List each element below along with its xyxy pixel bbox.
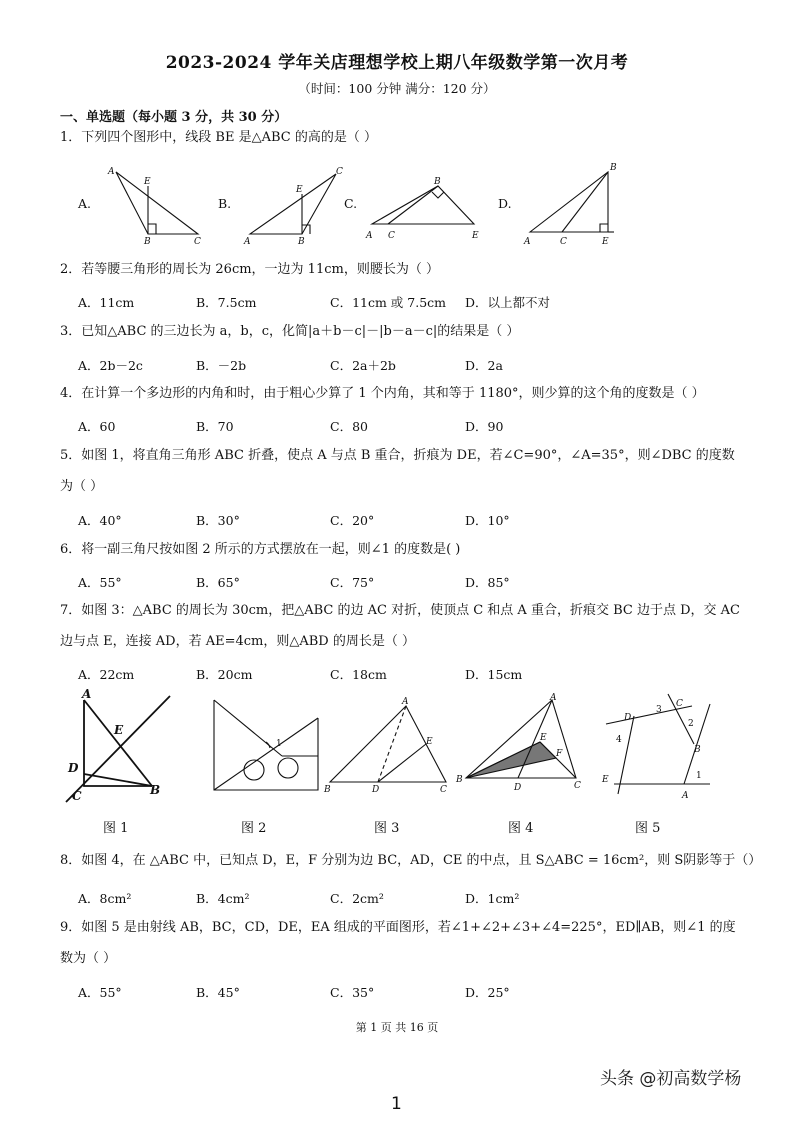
svg-text:E: E — [144, 177, 151, 187]
q1-option-d[interactable]: D. — [498, 196, 512, 211]
q6-option-c[interactable]: C．75° — [330, 575, 375, 590]
svg-text:B: B — [298, 237, 305, 247]
figure-5 — [598, 690, 716, 806]
q9-option-a[interactable]: A．55° — [78, 985, 122, 1000]
svg-text:E: E — [296, 185, 303, 195]
question-6-stem: 6．将一副三角尺按如图 2 所示的方式摆放在一起，则∠1 的度数是( ) — [60, 542, 461, 557]
q2-option-b[interactable]: B．7.5cm — [196, 295, 257, 310]
q8-option-a[interactable]: A．8cm² — [78, 891, 132, 906]
question-2-stem: 2．若等腰三角形的周长为 26cm，一边为 11cm，则腰长为（ ） — [60, 262, 439, 277]
q1-option-b[interactable]: B. — [218, 196, 232, 211]
svg-text:1: 1 — [276, 739, 282, 749]
q5-option-b[interactable]: B．30° — [196, 513, 240, 528]
svg-text:A: A — [108, 167, 115, 177]
page-footer: 第 1 页 共 16 页 — [355, 1021, 439, 1034]
figure-1-label: 图 1 — [103, 821, 129, 836]
svg-text:E: E — [602, 237, 609, 247]
svg-text:E: E — [472, 231, 479, 241]
q9-option-d[interactable]: D．25° — [465, 985, 510, 1000]
svg-text:A: A — [402, 697, 409, 707]
q6-option-b[interactable]: B．65° — [196, 575, 240, 590]
q5-option-c[interactable]: C．20° — [330, 513, 375, 528]
question-7-stem-cont: 边与点 E，连接 AD，若 AE=4cm，则△ABD 的周长是（ ） — [60, 634, 415, 649]
svg-text:A: A — [366, 231, 373, 241]
section-heading: 一、单选题（每小题 3 分，共 30 分） — [60, 110, 288, 125]
watermark: 头条 @初高数学杨 — [600, 1069, 742, 1089]
q8-option-c[interactable]: C．2cm² — [330, 891, 384, 906]
figure-4-label: 图 4 — [508, 821, 534, 836]
q5-option-a[interactable]: A．40° — [78, 513, 122, 528]
svg-text:E: E — [426, 737, 433, 747]
svg-text:B: B — [456, 775, 463, 785]
svg-text:D: D — [514, 783, 522, 793]
q3-option-d[interactable]: D．2a — [465, 358, 503, 373]
q4-option-a[interactable]: A．60 — [78, 419, 116, 434]
q1-figure-c — [366, 176, 482, 244]
question-5-stem-cont: 为（ ） — [60, 479, 104, 494]
q4-option-c[interactable]: C．80 — [330, 419, 368, 434]
q7-option-b[interactable]: B．20cm — [196, 667, 253, 682]
svg-text:E: E — [540, 733, 547, 743]
q9-option-c[interactable]: C．35° — [330, 985, 375, 1000]
figure-1 — [66, 687, 176, 806]
question-8-stem: 8．如图 4，在 △ABC 中，已知点 D，E，F 分别为边 BC，AD，CE 的中点，且 S△ABC = 16cm²，则 S阴影等于（） — [60, 853, 762, 868]
svg-text:B: B — [434, 177, 441, 187]
question-7-stem: 7．如图 3：△ABC 的周长为 30cm，把△ABC 的边 AC 对折，使顶点 C 和点 A 重合，折痕交 BC 边于点 D，交 AC — [60, 603, 740, 618]
svg-text:A: A — [682, 791, 689, 801]
svg-text:B: B — [324, 785, 331, 795]
q2-option-a[interactable]: A．11cm — [78, 295, 135, 310]
svg-text:A: A — [82, 687, 92, 701]
svg-text:C: C — [388, 231, 395, 241]
svg-text:D: D — [624, 713, 632, 723]
svg-text:F: F — [556, 749, 563, 759]
question-5-stem: 5．如图 1，将直角三角形 ABC 折叠，使点 A 与点 B 重合，折痕为 DE，若∠C=90°，∠A=35°，则∠DBC 的度数 — [60, 448, 735, 463]
svg-text:C: C — [440, 785, 447, 795]
svg-text:1: 1 — [696, 771, 702, 781]
svg-text:C: C — [676, 699, 683, 709]
svg-text:D: D — [372, 785, 380, 795]
q6-option-a[interactable]: A．55° — [78, 575, 122, 590]
question-3-stem: 3．已知△ABC 的三边长为 a，b，c，化简|a＋b－c|－|b－a－c|的结果是（ ） — [60, 324, 520, 339]
q8-option-d[interactable]: D．1cm² — [465, 891, 520, 906]
exam-title: 2023-2024 学年关店理想学校上期八年级数学第一次月考 — [165, 53, 629, 73]
svg-text:C: C — [336, 167, 343, 177]
svg-text:E: E — [114, 723, 124, 737]
svg-text:A: A — [524, 237, 531, 247]
svg-text:B: B — [694, 745, 701, 755]
figure-2-label: 图 2 — [241, 821, 267, 836]
svg-text:C: C — [560, 237, 567, 247]
svg-text:A: A — [550, 693, 557, 703]
svg-text:C: C — [72, 789, 82, 803]
question-9-stem: 9．如图 5 是由射线 AB，BC，CD，DE，EA 组成的平面图形，若∠1+∠2+∠3+∠4=225°，ED∥AB，则∠1 的度 — [60, 920, 736, 935]
q1-figure-b — [240, 164, 350, 246]
q6-option-d[interactable]: D．85° — [465, 575, 510, 590]
question-1-stem: 1．下列四个图形中，线段 BE 是△ABC 的高的是（ ） — [60, 130, 377, 145]
q7-option-c[interactable]: C．18cm — [330, 667, 387, 682]
q3-option-b[interactable]: B．－2b — [196, 358, 247, 373]
svg-text:2: 2 — [688, 719, 694, 729]
figure-3 — [322, 696, 452, 796]
svg-text:D: D — [68, 761, 79, 775]
q2-option-c[interactable]: C．11cm 或 7.5cm — [330, 295, 447, 310]
q8-option-b[interactable]: B．4cm² — [196, 891, 250, 906]
exam-subtitle: （时间：100 分钟 满分：120 分） — [298, 81, 496, 96]
figure-2 — [206, 696, 322, 796]
q1-figure-a — [108, 164, 208, 246]
q1-option-a[interactable]: A. — [78, 196, 92, 211]
svg-text:4: 4 — [616, 735, 622, 745]
q3-option-a[interactable]: A．2b－2c — [78, 358, 143, 373]
question-9-stem-cont: 数为（ ） — [60, 951, 117, 966]
svg-text:B: B — [144, 237, 151, 247]
svg-text:A: A — [244, 237, 251, 247]
q7-option-a[interactable]: A．22cm — [78, 667, 135, 682]
svg-text:E: E — [602, 775, 609, 785]
question-4-stem: 4．在计算一个多边形的内角和时，由于粗心少算了 1 个内角，其和等于 1180°，则少算的这个角的度数是（ ） — [60, 386, 705, 401]
svg-text:C: C — [574, 781, 581, 791]
page-number: 1 — [391, 1094, 402, 1114]
q9-option-b[interactable]: B．45° — [196, 985, 240, 1000]
svg-text:B: B — [150, 783, 161, 797]
q5-option-d[interactable]: D．10° — [465, 513, 510, 528]
figure-3-label: 图 3 — [374, 821, 400, 836]
figure-5-label: 图 5 — [635, 821, 661, 836]
q1-figure-d — [522, 164, 622, 246]
svg-text:B: B — [610, 163, 617, 173]
q3-option-c[interactable]: C．2a＋2b — [330, 358, 396, 373]
svg-text:3: 3 — [656, 705, 662, 715]
q4-option-d[interactable]: D．90 — [465, 419, 504, 434]
q7-option-d[interactable]: D．15cm — [465, 667, 523, 682]
svg-text:C: C — [194, 237, 201, 247]
q4-option-b[interactable]: B．70 — [196, 419, 234, 434]
q2-option-d[interactable]: D．以上都不对 — [465, 295, 551, 310]
q1-option-c[interactable]: C. — [344, 196, 358, 211]
figure-4 — [452, 692, 588, 796]
